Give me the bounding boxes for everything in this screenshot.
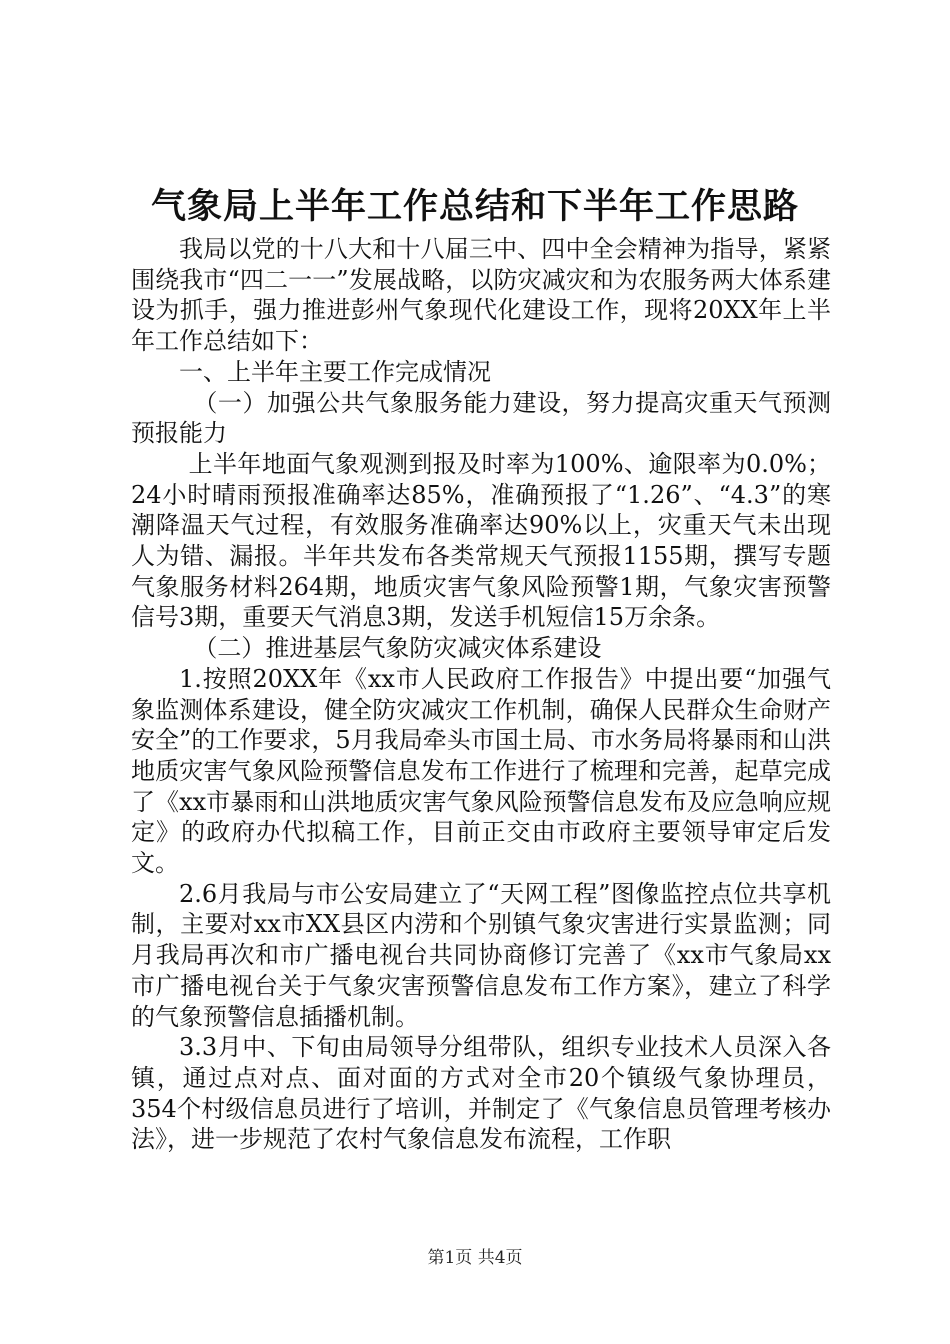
document-title: 气象局上半年工作总结和下半年工作思路 bbox=[150, 186, 799, 227]
list-item-3: 3.3月中、下旬由局领导分组带队，组织专业技术人员深入各镇，通过点对点、面对面的方式对全市20个镇级气象协理员，354个村级信息员进行了培训，并制定了《气象信息员管理考核办法》，进一步规范了农村气象信息发布流程，工作职 bbox=[131, 1033, 831, 1154]
section-heading-1: 一、上半年主要工作完成情况 bbox=[179, 357, 491, 386]
intro-paragraph: 我局以党的十八大和十八届三中、四中全会精神为指导，紧紧围绕我市“四二一一”发展战略，以防灾减灾和为农服务两大体系建设为抓手，强力推进彭州气象现代化建设工作，现将20XX年上半年工作总结如下： bbox=[131, 235, 831, 356]
document-body bbox=[131, 234, 831, 1155]
paragraph-observation-stats: 上半年地面气象观测到报及时率为100%、逾限率为0.0%；24小时晴雨预报准确率达85%，准确预报了“1.26”、“4.3”的寒潮降温天气过程，有效服务准确率达90%以上，灾重天气未出现人为错、漏报。半年共发布各类常规天气预报1155期，撰写专题气象服务材料264期，地质灾害气象风险预警1期，气象灾害预警信号3期，重要天气消息3期，发送手机短信15万余条。 bbox=[131, 449, 831, 632]
subsection-heading-1: （一）加强公共气象服务能力建设，努力提高灾重天气预测预报能力 bbox=[131, 388, 831, 448]
page-footer: 第1页 共4页 bbox=[427, 1248, 523, 1268]
subsection-heading-2: （二）推进基层气象防灾减灾体系建设 bbox=[193, 634, 602, 663]
list-item-1: 1.按照20XX年《xx市人民政府工作报告》中提出要“加强气象监测体系建设，健全防灾减灾工作机制，确保人民群众生命财产安全”的工作要求，5月我局牵头市国土局、市水务局将暴雨和山洪地质灾害气象风险预警信息发布工作进行了梳理和完善，起草完成了《xx市暴雨和山洪地质灾害气象风险预警信息发布及应急响应规定》的政府办代拟稿工作，目前正交由市政府主要领导审定后发文。 bbox=[131, 664, 831, 878]
list-item-2: 2.6月我局与市公安局建立了“天网工程”图像监控点位共享机制，主要对xx市XX县区内涝和个别镇气象灾害进行实景监测；同月我局再次和市广播电视台共同协商修订完善了《xx市气象局xx市广播电视台关于气象灾害预警信息发布工作方案》，建立了科学的气象预警信息插播机制。 bbox=[131, 879, 831, 1031]
